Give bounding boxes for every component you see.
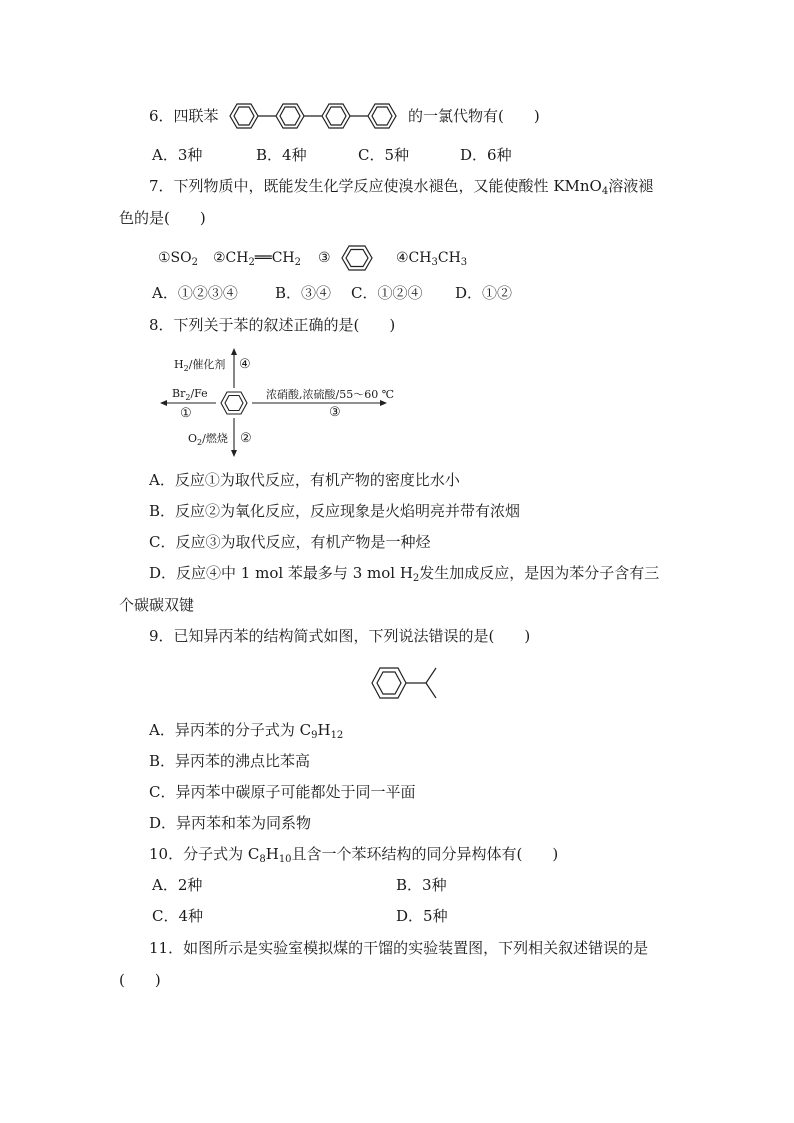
- q7-item-4: [396, 248, 467, 273]
- q10-stem-c: 且含一个苯环结构的同分异构体有( ): [291, 845, 559, 863]
- q9-option-d: D．异丙苯和苯为同系物: [149, 814, 312, 832]
- q8-option-d-end: 发生加成反应，是因为苯分子含有三: [419, 564, 660, 582]
- quaterphenyl-structure: [225, 99, 410, 133]
- q9-option-c: C．异丙苯中碳原子可能都处于同一平面: [149, 783, 416, 801]
- q7-item-4-a-sub: 3: [431, 257, 438, 268]
- q8-down-label-rest: /燃烧: [202, 432, 228, 445]
- q10-stem-a: 10．分子式为 C: [149, 845, 260, 863]
- q8-left-num: ①: [180, 406, 192, 421]
- q7-stem-line2: 色的是( ): [119, 209, 206, 227]
- q7-option-c: C．①②④: [351, 284, 423, 302]
- q8-up-label-sub: 2: [183, 364, 189, 373]
- q8-option-d-line1: [149, 563, 659, 589]
- q8-left-label-main: Br: [172, 387, 186, 400]
- q7-item-4-a: ④CH: [396, 250, 432, 266]
- q8-down-num: ②: [240, 431, 252, 446]
- q7-option-d: D．①②: [455, 284, 513, 302]
- q11-stem-line2: ( ): [119, 971, 161, 989]
- q10-option-c: C．4种: [152, 907, 204, 925]
- q7-stem-line1: [149, 176, 653, 202]
- q9-option-a: [149, 720, 343, 746]
- q7-option-b: B．③④: [275, 284, 332, 302]
- q7-item-1: [158, 248, 198, 273]
- q10-stem-sub1: 8: [259, 854, 266, 865]
- q9-option-a-sub1: 9: [311, 730, 318, 741]
- q6-tail: 的一氯代物有( ): [408, 107, 540, 125]
- q9-option-a-mid: H: [317, 721, 331, 739]
- q8-option-d-text: D．反应④中 1 mol 苯最多与 3 mol H: [149, 564, 413, 582]
- q8-up-label-rest: /催化剂: [188, 358, 226, 371]
- q7-item-4-b: CH: [437, 250, 461, 266]
- q11-stem-line1: 11．如图所示是实验室模拟煤的干馏的实验装置图，下列相关叙述错误的是: [149, 939, 649, 957]
- q7-item-2: [213, 248, 301, 273]
- q10-option-a: A．2种: [152, 876, 203, 894]
- q8-left-label-sub: 2: [185, 393, 191, 402]
- q7-item-2-a: ②CH: [213, 250, 249, 266]
- q6-option-b: B．4种: [256, 146, 307, 164]
- q8-option-d-sub: 2: [412, 573, 420, 584]
- q8-up-label-main: H: [174, 358, 184, 371]
- q7-option-a: A．①②③④: [152, 284, 238, 302]
- cumene-structure: [368, 662, 452, 704]
- q7-item-1-sub: 2: [191, 257, 198, 268]
- q7-item-1-text: ①SO: [158, 250, 192, 266]
- q8-down-label-sub: 2: [197, 438, 203, 447]
- q8-right-label: 浓硝酸,浓硫酸/55～60 ℃: [266, 388, 394, 401]
- q6-option-a: A．3种: [152, 146, 203, 164]
- q7-item-4-b-sub: 3: [460, 257, 468, 268]
- q10-stem-sub2: 10: [278, 854, 292, 865]
- q8-option-d-line2: 个碳碳双键: [119, 596, 195, 614]
- q8-right-num: ③: [329, 405, 341, 420]
- benzene-ring-icon: [340, 243, 374, 273]
- q7-stem-end: 溶液褪: [608, 177, 654, 195]
- q9-option-a-sub2: 12: [330, 730, 344, 741]
- q6-option-d: D．6种: [460, 146, 512, 164]
- q6-lead: 6．四联苯: [149, 107, 219, 125]
- q8-option-c: C．反应③为取代反应，有机产物是一种烃: [149, 533, 431, 551]
- q7-stem-text: 7．下列物质中，既能发生化学反应使溴水褪色，又能使酸性 KMnO: [149, 177, 602, 195]
- q8-left-label-rest: /Fe: [190, 387, 208, 400]
- q7-item-2-a-sub: 2: [248, 257, 255, 268]
- q7-item-2-bond: ══: [254, 250, 272, 266]
- q8-option-b: B．反应②为氧化反应，反应现象是火焰明亮并带有浓烟: [149, 502, 521, 520]
- q10-option-b: B．3种: [396, 876, 447, 894]
- q8-up-label: [174, 358, 225, 376]
- q7-item-3: ③: [318, 250, 331, 266]
- q8-option-a: A．反应①为取代反应，有机产物的密度比水小: [149, 471, 460, 489]
- q10-option-d: D．5种: [396, 907, 448, 925]
- q6-option-c: C．5种: [358, 146, 410, 164]
- q7-stem-sub: 4: [601, 186, 609, 197]
- q10-stem: [149, 844, 558, 870]
- q9-option-b: B．异丙苯的沸点比苯高: [149, 752, 311, 770]
- q8-down-label: [188, 432, 228, 450]
- q9-stem: 9．已知异丙苯的结构简式如图，下列说法错误的是( ): [149, 627, 531, 645]
- q7-item-2-b: CH: [271, 250, 295, 266]
- q8-stem: 8．下列关于苯的叙述正确的是( ): [149, 316, 396, 334]
- q8-up-num: ④: [239, 357, 251, 372]
- q9-option-a-text: A．异丙苯的分子式为 C: [149, 721, 312, 739]
- q8-left-label: [172, 387, 208, 405]
- q7-item-2-b-sub: 2: [294, 257, 302, 268]
- q8-down-label-main: O: [188, 432, 198, 445]
- q10-stem-b: H: [265, 845, 279, 863]
